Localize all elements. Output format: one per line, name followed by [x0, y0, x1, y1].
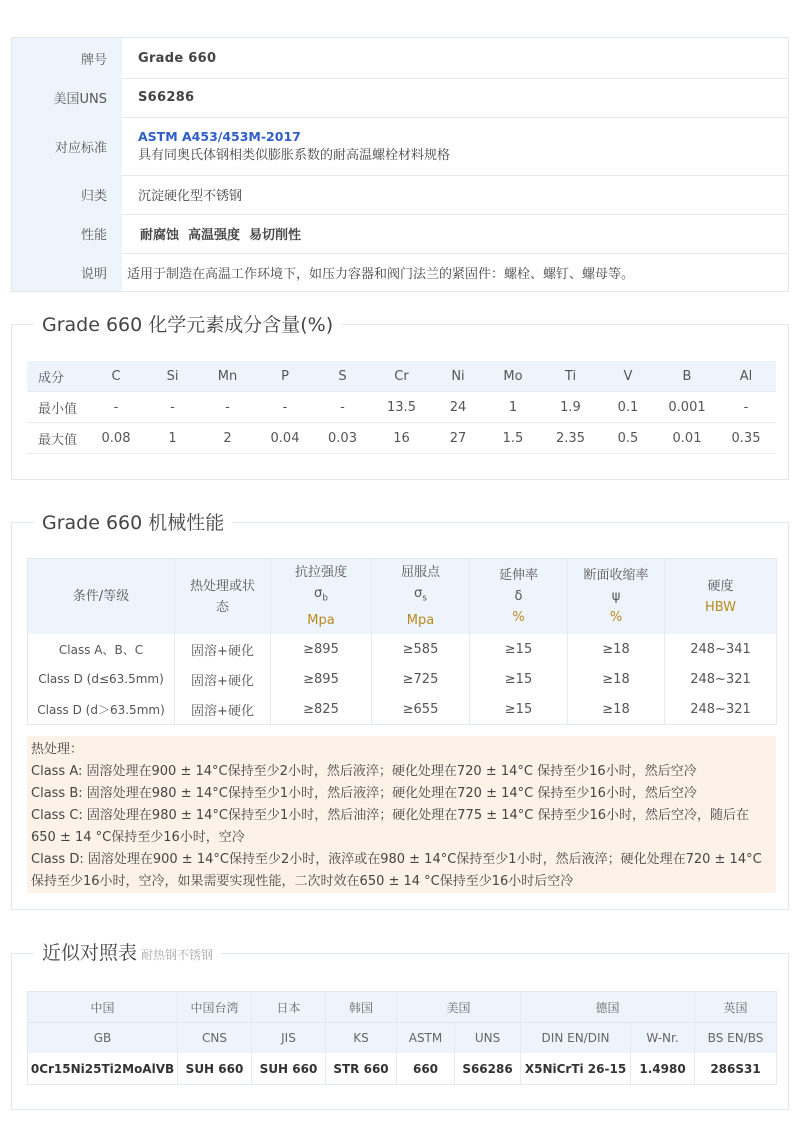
- chem-max-value: 2: [200, 423, 255, 454]
- chem-min-value: -: [87, 392, 145, 423]
- uns-value: S66286: [138, 90, 195, 105]
- chem-max-value: 0.5: [598, 423, 658, 454]
- mechanical-header-row: [28, 559, 777, 635]
- chem-element: C: [87, 361, 145, 392]
- row-tensile: ≥825: [271, 694, 372, 725]
- chem-min-value: 0.1: [598, 392, 658, 423]
- chem-min-value: 0.001: [658, 392, 716, 423]
- standard-link[interactable]: ASTM A453/453M-2017: [138, 129, 301, 144]
- row-hardness: 248~321: [690, 701, 751, 717]
- info-row-properties: [12, 214, 788, 254]
- mechanical-table: [27, 558, 777, 725]
- equivalent-grade: STR 660: [326, 1053, 397, 1085]
- chem-max-value: 27: [433, 423, 483, 454]
- comparison-table: [27, 991, 777, 1085]
- row-condition: Class A、B、C: [28, 634, 175, 664]
- info-row-standard: [12, 117, 788, 176]
- equivalent-grade: 660: [397, 1053, 455, 1085]
- row-treatment: 固溶+硬化: [175, 634, 271, 664]
- equivalent-grade: 0Cr15Ni25Ti2MoAlVB: [28, 1053, 178, 1085]
- chemical-header-row: [27, 361, 776, 392]
- row-reduction: ≥18: [568, 694, 665, 725]
- chem-element: V: [598, 361, 658, 392]
- chem-min-value: 1: [483, 392, 543, 423]
- chem-max-label: 最大值: [27, 423, 87, 454]
- properties-label: 性能: [12, 214, 122, 253]
- chem-min-value: -: [315, 392, 370, 423]
- category-value: 沉淀硬化型不锈钢: [138, 189, 243, 204]
- chem-max-value: 0.08: [87, 423, 145, 454]
- header-hardness: 硬度 HBW: [665, 559, 777, 635]
- row-treatment: 固溶+硬化: [175, 694, 271, 725]
- chem-header-label: 成分: [27, 361, 87, 392]
- equivalent-grade: S66286: [455, 1053, 521, 1085]
- equivalent-grade: SUH 660: [178, 1053, 252, 1085]
- chem-element: Al: [716, 361, 776, 392]
- heat-treatment-line: Class A: 固溶处理在900 ± 14°C保持至少2小时，然后液淬；硬化处理在720 ± 14°C 保持至少16小时，然后空冷: [31, 764, 697, 779]
- mechanical-row: [28, 634, 777, 664]
- chem-element: Cr: [370, 361, 433, 392]
- chem-max-value: 0.03: [315, 423, 370, 454]
- row-condition: Class D (d≤63.5mm): [28, 664, 175, 694]
- standard-name: JIS: [252, 1023, 326, 1054]
- row-hardness: 248~341: [690, 641, 751, 657]
- row-condition: Class D (d＞63.5mm): [28, 694, 175, 725]
- property-tag: 耐腐蚀: [140, 228, 180, 243]
- info-row-uns: [12, 78, 788, 118]
- chem-max-value: 1.5: [483, 423, 543, 454]
- chemical-table: [27, 361, 776, 454]
- header-reduction: 断面收缩率 ψ %: [568, 559, 665, 635]
- chem-max-value: 0.35: [716, 423, 776, 454]
- elongation-unit: %: [512, 610, 525, 625]
- country-uk: 英国: [695, 992, 777, 1023]
- heat-treatment-notes: [27, 736, 776, 893]
- header-treatment: 热处理或状态: [175, 559, 271, 635]
- info-row-category: [12, 175, 788, 215]
- equivalent-grade: SUH 660: [252, 1053, 326, 1085]
- chem-element: Ni: [433, 361, 483, 392]
- standard-name: BS EN/BS: [695, 1023, 777, 1054]
- standard-name: DIN EN/DIN: [521, 1023, 631, 1054]
- row-elongation: ≥15: [470, 694, 568, 725]
- chemical-max-row: [27, 423, 776, 454]
- equivalent-grade: X5NiCrTi 26-15: [521, 1053, 631, 1085]
- standard-label: 对应标准: [12, 117, 122, 175]
- standard-name: W-Nr.: [631, 1023, 695, 1054]
- reduction-unit: %: [609, 610, 623, 625]
- chem-max-value: 0.04: [255, 423, 315, 454]
- row-reduction: ≥18: [568, 634, 665, 664]
- country-usa: 美国: [397, 992, 521, 1023]
- heat-treatment-line: Class D: 固溶处理在900 ± 14°C保持至少2小时，液淬或在980 ± 14°C保持至少1小时，然后液淬；硬化处理在720 ± 14°C 保持至少16小时，空冷，如果需要实现性能，二次时效在650 ± 14 °C保持至少16小时后空冷: [31, 852, 762, 889]
- standard-name: CNS: [178, 1023, 252, 1054]
- row-yield: ≥585: [372, 634, 470, 664]
- chemical-section: [11, 314, 789, 480]
- chem-element: S: [315, 361, 370, 392]
- tensile-unit: Mpa: [307, 612, 335, 628]
- yield-unit: Mpa: [406, 612, 435, 628]
- heat-treatment-line: Class C: 固溶处理在980 ± 14°C保持至少1小时，然后油淬；硬化处理在775 ± 14°C 保持至少16小时，然后空冷，随后在650 ± 14 °C保持至少16小时，空冷: [31, 808, 750, 845]
- grade-value: Grade 660: [138, 50, 217, 66]
- mechanical-row: [28, 694, 777, 725]
- chem-min-value: 13.5: [370, 392, 433, 423]
- row-yield: ≥725: [372, 664, 470, 694]
- comparison-section: [11, 942, 789, 1110]
- hardness-unit: HBW: [704, 599, 737, 615]
- chem-min-value: 24: [433, 392, 483, 423]
- chem-max-value: 1: [145, 423, 200, 454]
- row-elongation: ≥15: [470, 664, 568, 694]
- standard-name: GB: [28, 1023, 178, 1054]
- row-elongation: ≥15: [470, 634, 568, 664]
- property-tag: 高温强度: [188, 228, 241, 243]
- standard-name: KS: [326, 1023, 397, 1054]
- country-korea: 韩国: [326, 992, 397, 1023]
- header-elongation: 延伸率 δ %: [470, 559, 568, 635]
- property-tag: 易切削性: [249, 228, 302, 243]
- standard-name: ASTM: [397, 1023, 455, 1054]
- chem-element: B: [658, 361, 716, 392]
- uns-label: 美国UNS: [12, 78, 122, 117]
- chem-max-value: 16: [370, 423, 433, 454]
- info-row-description: [12, 253, 788, 291]
- country-header-row: [28, 992, 777, 1023]
- chem-min-value: -: [255, 392, 315, 423]
- chem-element: P: [255, 361, 315, 392]
- description-label: 说明: [12, 253, 122, 291]
- chem-min-value: 1.9: [543, 392, 598, 423]
- row-yield: ≥655: [372, 694, 470, 725]
- header-yield: 屈服点 $\sigma_s$ Mpa: [372, 559, 470, 635]
- header-tensile: 抗拉强度 $\sigma_b$ Mpa: [271, 559, 372, 635]
- chem-min-value: -: [145, 392, 200, 423]
- description-value: 适用于制造在高温工作环境下，如压力容器和阀门法兰的紧固件：螺栓、螺钉、螺母等。: [127, 266, 635, 282]
- heat-treatment-line: Class B: 固溶处理在980 ± 14°C保持至少1小时，然后液淬；硬化处理在720 ± 14°C 保持至少16小时，然后空冷: [31, 786, 697, 801]
- equivalent-grade: 1.4980: [631, 1053, 695, 1085]
- standard-description: 具有同奥氏体钢相类似膨胀系数的耐高温螺栓材料规格: [138, 148, 451, 163]
- mechanical-row: [28, 664, 777, 694]
- chemical-min-row: [27, 392, 776, 423]
- info-row-grade: [12, 38, 788, 79]
- row-hardness: 248~321: [690, 671, 751, 687]
- standard-name: UNS: [455, 1023, 521, 1054]
- chem-max-value: 2.35: [543, 423, 598, 454]
- country-china: 中国: [28, 992, 178, 1023]
- chem-min-value: -: [200, 392, 255, 423]
- mechanical-title: Grade 660 机械性能: [34, 510, 232, 536]
- comparison-subtitle: 耐热钢不锈钢: [141, 948, 214, 962]
- heat-treatment-title: 热处理：: [31, 742, 84, 757]
- row-tensile: ≥895: [271, 634, 372, 664]
- row-treatment: 固溶+硬化: [175, 664, 271, 694]
- chem-min-value: -: [716, 392, 776, 423]
- row-reduction: ≥18: [568, 664, 665, 694]
- header-condition: 条件/等级: [28, 559, 175, 635]
- standard-header-row: [28, 1023, 777, 1054]
- chem-min-label: 最小值: [27, 392, 87, 423]
- chem-element: Mo: [483, 361, 543, 392]
- chemical-title: Grade 660 化学元素成分含量(%): [34, 312, 341, 338]
- chem-element: Si: [145, 361, 200, 392]
- grade-label: 牌号: [12, 38, 122, 78]
- mechanical-section: [11, 512, 789, 910]
- row-tensile: ≥895: [271, 664, 372, 694]
- equivalent-grade: 286S31: [710, 1061, 761, 1076]
- grade-equivalent-row: [28, 1053, 777, 1085]
- chem-element: Mn: [200, 361, 255, 392]
- country-taiwan: 中国台湾: [178, 992, 252, 1023]
- info-table: [11, 37, 789, 292]
- country-japan: 日本: [252, 992, 326, 1023]
- chem-element: Ti: [543, 361, 598, 392]
- chem-max-value: 0.01: [658, 423, 716, 454]
- comparison-title: 近似对照表 耐热钢不锈钢: [34, 940, 221, 968]
- country-germany: 德国: [521, 992, 695, 1023]
- category-label: 归类: [12, 175, 122, 214]
